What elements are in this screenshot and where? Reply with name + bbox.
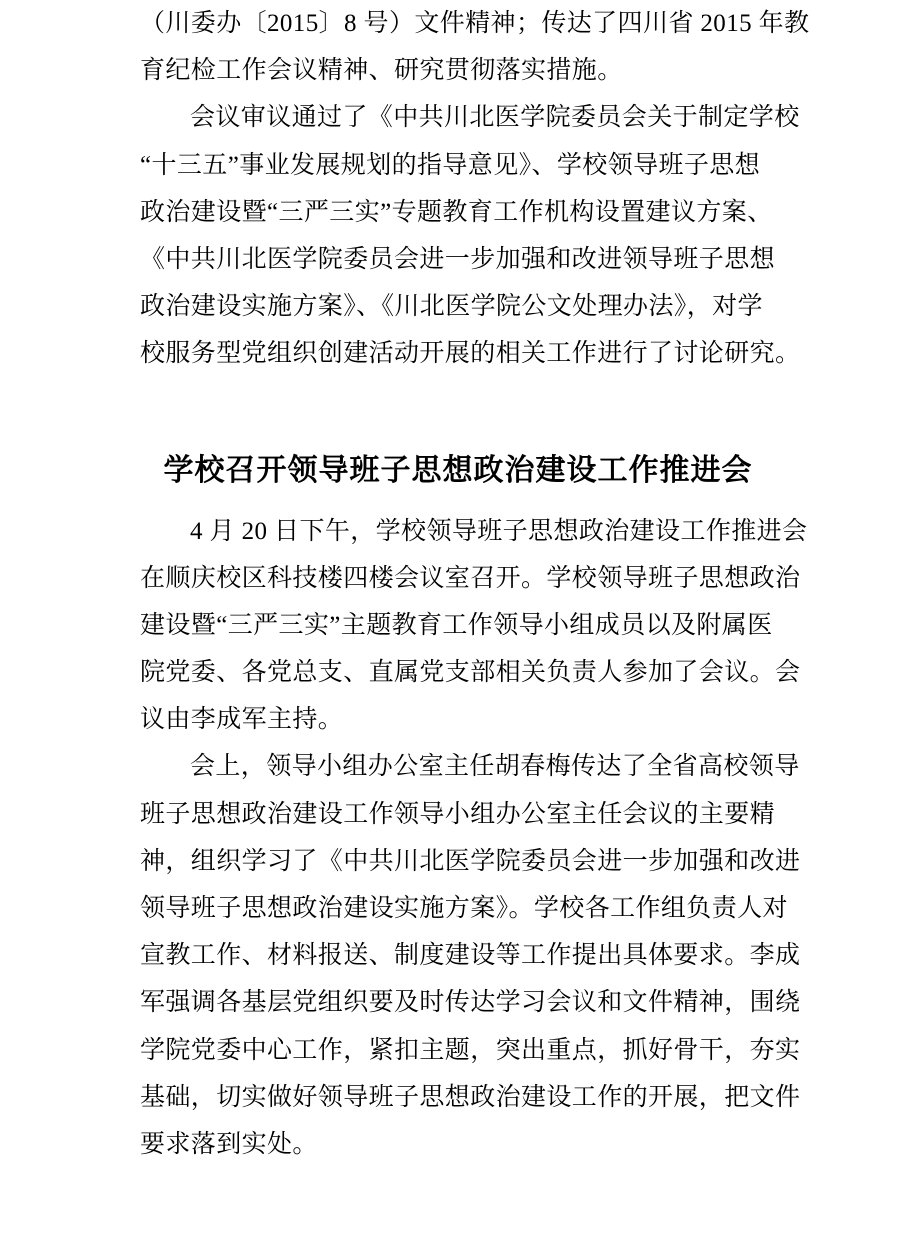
text-line: 《中共川北医学院委员会进一步加强和改进领导班子思想 bbox=[140, 245, 776, 273]
text-line: 领导班子思想政治建设实施方案》。学校各工作组负责人对 bbox=[140, 895, 788, 922]
text-line: 军强调各基层党组织要及时传达学习会议和文件精神，围绕 bbox=[140, 989, 801, 1017]
text-line: 政治建设暨“三严三实”专题教育工作机构设置建议方案、 bbox=[140, 198, 773, 226]
paragraph-meeting-review bbox=[140, 94, 801, 377]
paragraph-meeting-content bbox=[140, 743, 801, 1168]
text-line: 神，组织学习了《中共川北医学院委员会进一步加强和改进 bbox=[140, 847, 801, 875]
text-line: 基础，切实做好领导班子思想政治建设工作的开展，把文件 bbox=[140, 1083, 801, 1111]
text-line: 政治建设实施方案》、《川北医学院公文处理办法》，对学 bbox=[140, 293, 763, 321]
text-line: 在顺庆校区科技楼四楼会议室召开。学校领导班子思想政治 bbox=[140, 564, 801, 592]
text-line: 要求落到实处。 bbox=[140, 1130, 318, 1158]
section-heading: 学校召开领导班子思想政治建设工作推进会 bbox=[163, 453, 753, 487]
text-line: 会上，领导小组办公室主任胡春梅传达了全省高校领导 bbox=[190, 753, 800, 781]
text-line: 会议审议通过了《中共川北医学院委员会关于制定学校 bbox=[190, 104, 800, 132]
text-line: 学院党委中心工作，紧扣主题，突出重点，抓好骨干，夯实 bbox=[140, 1036, 801, 1064]
text-line: 4 月 20 日下午，学校领导班子思想政治建设工作推进会 bbox=[190, 517, 808, 545]
text-line: 议由李成军主持。 bbox=[140, 706, 344, 734]
text-line: 班子思想政治建设工作领导小组办公室主任会议的主要精 bbox=[140, 800, 776, 828]
text-line: 院党委、各党总支、直属党支部相关负责人参加了会议。会 bbox=[140, 659, 801, 687]
text-line: （川委办〔2015〕8 号）文件精神；传达了四川省 2015 年教 bbox=[140, 10, 810, 37]
paragraph-meeting-opening bbox=[140, 508, 808, 744]
page-content bbox=[140, 0, 810, 1168]
text-line: 宣教工作、材料报送、制度建设等工作提出具体要求。李成 bbox=[140, 942, 801, 970]
paragraph-tail-previous-page bbox=[140, 0, 810, 94]
text-line: 育纪检工作会议精神、研究贯彻落实措施。 bbox=[140, 57, 623, 85]
text-line: 校服务型党组织创建活动开展的相关工作进行了讨论研究。 bbox=[140, 340, 801, 368]
text-line: 建设暨“三严三实”主题教育工作领导小组成员以及附属医 bbox=[140, 611, 773, 639]
text-line: “十三五”事业发展规划的指导意见》、学校领导班子思想 bbox=[140, 151, 761, 179]
